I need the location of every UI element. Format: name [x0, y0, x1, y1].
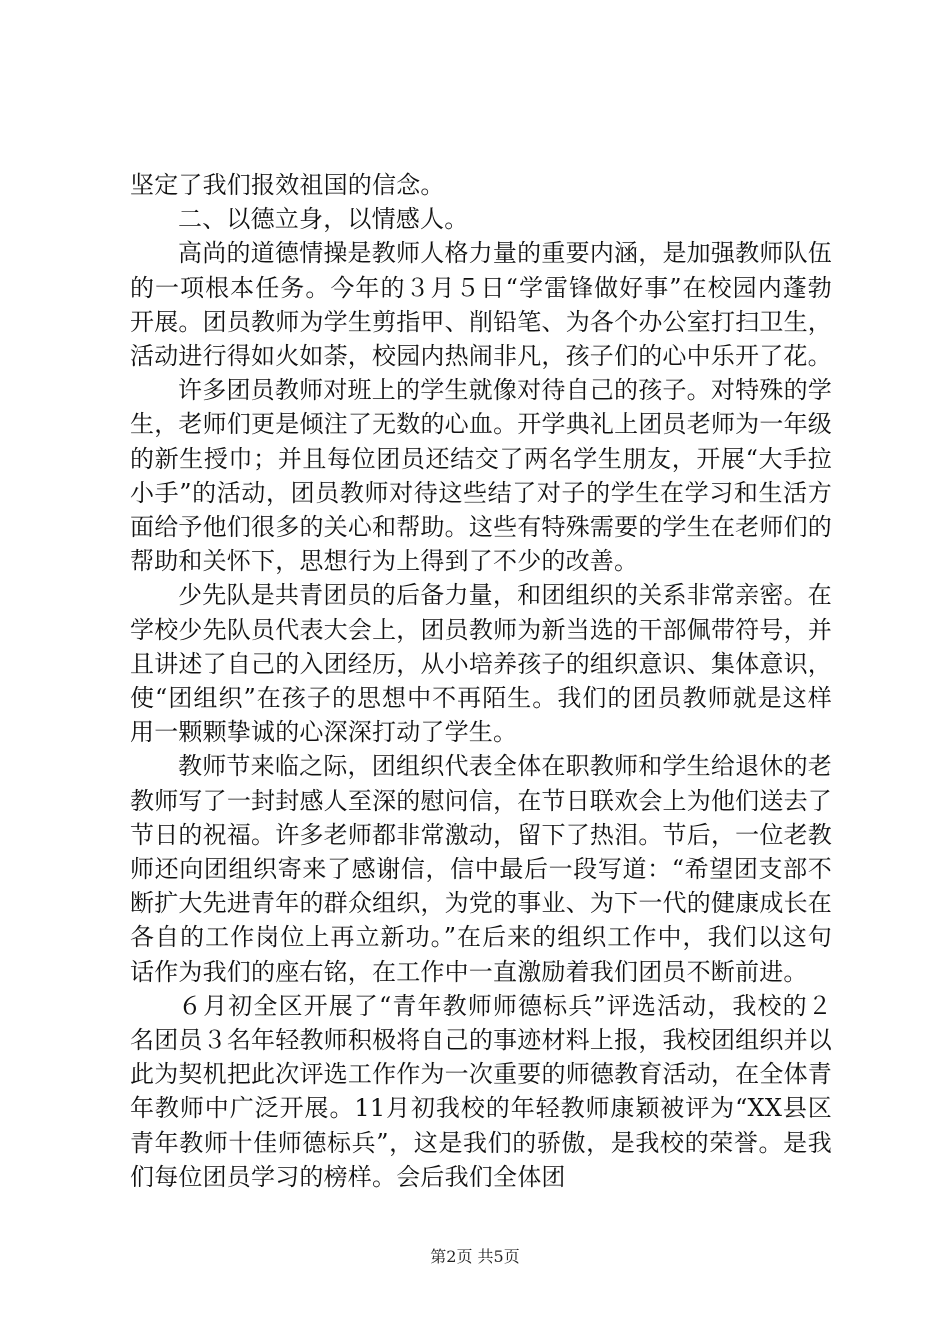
page-number-footer: 第2页 共5页	[430, 1247, 520, 1266]
paragraph: 高尚的道德情操是教师人格力量的重要内涵，是加强教师队伍的一项根本任务。今年的３月５日“学雷锋做好事”在校园内蓬勃开展。团员教师为学生剪指甲、削铅笔、为各个办公室打扫卫生，活动进行得如火如荼，校园内热闹非凡，孩子们的心中乐开了花。	[130, 239, 832, 371]
paragraph: 少先队是共青团员的后备力量，和团组织的关系非常亲密。在学校少先队员代表大会上，团员教师为新当选的干部佩带符号，并且讲述了自己的入团经历，从小培养孩子的组织意识、集体意识，使“团组织”在孩子的思想中不再陌生。我们的团员教师就是这样用一颗颗挚诚的心深深打动了学生。	[130, 581, 832, 747]
paragraph: 许多团员教师对班上的学生就像对待自己的孩子。对特殊的学生，老师们更是倾注了无数的心血。开学典礼上团员老师为一年级的新生授巾；并且每位团员还结交了两名学生朋友，开展“大手拉小手”的活动，团员教师对待这些结了对子的学生在学习和生活方面给予他们很多的关心和帮助。这些有特殊需要的学生在老师们的帮助和关怀下，思想行为上得到了不少的改善。	[130, 376, 832, 576]
paragraph: 教师节来临之际，团组织代表全体在职教师和学生给退休的老教师写了一封封感人至深的慰问信，在节日联欢会上为他们送去了节日的祝福。许多老师都非常激动，留下了热泪。节后，一位老教师还向团组织寄来了感谢信，信中最后一段写道：“希望团支部不断扩大先进青年的群众组织，为党的事业、为下一代的健康成长在各自的工作岗位上再立新功。”在后来的组织工作中，我们以这句话作为我们的座右铭，在工作中一直激励着我们团员不断前进。	[130, 752, 832, 986]
paragraph-continuation: 坚定了我们报效祖国的信念。	[130, 171, 445, 199]
document-body	[130, 168, 832, 1194]
paragraph: ６月初全区开展了“青年教师师德标兵”评选活动，我校的２名团员３名年轻教师积极将自己的事迹材料上报，我校团组织并以此为契机把此次评选工作作为一次重要的师德教育活动，在全体青年教师中广泛开展。11月初我校的年轻教师康颖被评为“XX县区青年教师十佳师德标兵”，这是我们的骄傲，是我校的荣誉。是我们每位团员学习的榜样。会后我们全体团	[130, 991, 832, 1191]
section-heading: 二、以德立身，以情感人。	[178, 205, 469, 234]
